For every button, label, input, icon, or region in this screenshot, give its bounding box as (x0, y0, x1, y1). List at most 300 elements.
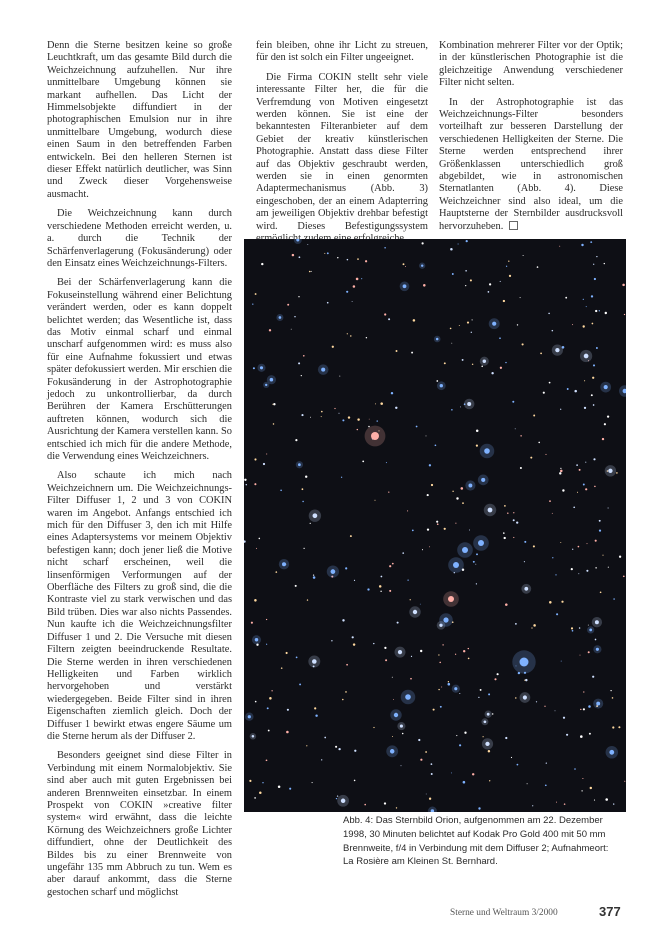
star (609, 750, 614, 755)
star (352, 301, 353, 302)
star (593, 458, 595, 460)
star (427, 528, 429, 530)
star (567, 388, 569, 390)
star (321, 368, 325, 372)
star (352, 636, 354, 638)
belt-star (453, 562, 459, 568)
star (429, 546, 430, 547)
star (537, 266, 539, 268)
star-field (244, 239, 626, 812)
star (559, 472, 561, 474)
star (253, 367, 255, 369)
star (583, 299, 584, 300)
star (438, 689, 439, 690)
star (268, 730, 270, 732)
star (624, 314, 625, 315)
star (375, 403, 376, 404)
star (321, 411, 323, 413)
star (591, 394, 593, 396)
star (574, 390, 577, 393)
paragraph: Die Firma COKIN stellt sehr viele interessante Filter her, die für die Verfremdung von Motiven eingesetzt werden können. Sie ist eine der bekanntesten Filteranbieter auf dem Gebiet der kreativ künstlerischen Photographie. Anstatt dass diese Filter auf das Objektiv geschraubt werden, werden sie in einen genormten Adaptermechanismus (Abb. 3) eingeschoben, der an einem Adapterring am jeweiligen Objektiv drehbar befestigt wird. Dieses Befestigungssystem (256, 71, 428, 232)
star (590, 787, 592, 789)
star (468, 484, 472, 488)
star (594, 278, 596, 280)
star (357, 258, 359, 260)
star (350, 535, 352, 537)
star (265, 384, 267, 386)
star (334, 408, 335, 409)
star (244, 479, 246, 481)
star (462, 359, 464, 361)
star (571, 568, 573, 570)
star (499, 337, 501, 339)
star (552, 557, 553, 558)
star (311, 271, 312, 272)
star (613, 803, 614, 804)
star (280, 490, 282, 492)
star (459, 325, 460, 326)
star (533, 415, 535, 417)
star (310, 417, 311, 418)
star (252, 303, 253, 304)
star (596, 702, 600, 706)
star (524, 680, 525, 681)
star (287, 304, 289, 306)
star (396, 350, 398, 352)
star (305, 476, 307, 478)
star (560, 470, 563, 473)
star (497, 673, 499, 675)
star (422, 242, 424, 244)
star (476, 583, 477, 584)
saiph-star (405, 694, 411, 700)
star (604, 263, 605, 264)
star (306, 745, 307, 746)
star (362, 460, 364, 462)
star (307, 244, 308, 245)
star (589, 629, 592, 632)
star (405, 266, 406, 267)
star (396, 807, 397, 808)
star (401, 765, 402, 766)
paragraph: Die Weichzeichnung kann durch verschiedene Methoden erreicht werden, u. a. durch die Technik der Schärfenverlagerung (Fokusänderung) oder den Einsatz eines Weichzeichnungs-Filters. (47, 208, 232, 269)
star (504, 537, 506, 539)
star (481, 366, 483, 368)
star (421, 264, 423, 266)
star (613, 598, 615, 600)
star (610, 690, 611, 691)
star (389, 565, 391, 567)
star (559, 246, 560, 247)
star (298, 296, 299, 297)
star (313, 576, 316, 579)
star (481, 478, 485, 482)
star (470, 279, 472, 281)
star (585, 488, 587, 490)
star (565, 297, 567, 299)
star (299, 683, 301, 685)
star (586, 570, 588, 572)
star (380, 591, 381, 592)
star (471, 332, 472, 333)
star (580, 735, 583, 738)
star (357, 429, 358, 430)
star (246, 484, 247, 485)
star (581, 244, 583, 246)
star (594, 486, 596, 488)
star (454, 687, 457, 690)
star (353, 643, 355, 645)
star (255, 638, 258, 641)
star (488, 750, 490, 752)
star (472, 773, 474, 775)
star (448, 683, 451, 686)
star (546, 762, 547, 763)
star (522, 343, 524, 345)
star (254, 458, 256, 460)
star (302, 501, 303, 502)
star (423, 284, 426, 287)
star (431, 773, 433, 775)
star (596, 347, 598, 349)
star (286, 652, 288, 654)
figure-caption: Abb. 4: Das Sternbild Orion, aufgenommen am 22. Dezember 1998, 30 Minuten belichtet auf Kodak Pro Gold 400 mit 50 mm Brennweite, f/4 in Verbindung mit dem Diffuser 2; Aufnahmeort: La Rosière am Kleinen St. Bernhard. (343, 815, 609, 868)
star (451, 343, 452, 344)
star (608, 567, 609, 568)
star (271, 690, 272, 691)
star (384, 247, 386, 249)
star (588, 705, 591, 708)
star (291, 329, 292, 330)
star (388, 318, 390, 320)
star (450, 248, 453, 251)
star (593, 404, 595, 406)
star (455, 523, 456, 524)
star (287, 709, 289, 711)
star (585, 462, 586, 463)
star (595, 620, 599, 624)
text-column-right (439, 40, 623, 240)
star (436, 380, 438, 382)
star (545, 454, 546, 455)
star (342, 619, 344, 621)
star (273, 423, 274, 424)
star (524, 541, 526, 543)
star (478, 697, 479, 698)
star (332, 346, 334, 348)
star (262, 782, 263, 783)
star (348, 416, 350, 418)
star (605, 798, 608, 801)
star (439, 662, 441, 664)
star (456, 497, 458, 499)
star (413, 319, 416, 322)
star (560, 409, 561, 410)
star (592, 676, 594, 678)
star (312, 782, 313, 783)
star (289, 788, 291, 790)
star (582, 778, 583, 779)
star (400, 725, 403, 728)
star (572, 549, 573, 550)
star (524, 561, 525, 562)
star (309, 271, 311, 273)
star (500, 367, 502, 369)
star (591, 295, 593, 297)
star (523, 695, 527, 699)
bright-star (484, 448, 490, 454)
star (459, 693, 460, 694)
star (476, 445, 478, 447)
star (384, 802, 386, 804)
star (599, 310, 600, 311)
star (463, 650, 465, 652)
star (491, 372, 493, 374)
star (544, 706, 545, 707)
star (608, 469, 612, 473)
star (270, 378, 274, 382)
star (397, 622, 399, 624)
star (249, 780, 251, 782)
star (483, 359, 486, 362)
star (254, 599, 257, 602)
star (384, 647, 386, 649)
star (459, 744, 461, 746)
star (576, 464, 578, 466)
star (483, 736, 484, 737)
star (508, 261, 509, 262)
star (460, 406, 461, 407)
star (578, 573, 579, 574)
star (420, 759, 422, 761)
star (593, 364, 595, 366)
star (314, 707, 316, 709)
star (403, 284, 407, 288)
star (312, 659, 317, 664)
star (410, 599, 411, 600)
star (468, 648, 469, 649)
star (511, 757, 512, 758)
star (578, 546, 580, 548)
star (435, 444, 437, 446)
star (341, 799, 346, 804)
star (515, 428, 516, 429)
star (436, 338, 439, 341)
star (403, 263, 405, 265)
star (436, 521, 438, 523)
star (367, 588, 369, 590)
star (357, 418, 359, 420)
star (485, 742, 489, 746)
star (422, 549, 423, 550)
star (538, 442, 540, 444)
star (595, 540, 597, 542)
star (426, 794, 427, 795)
star (390, 749, 395, 754)
star (331, 569, 336, 574)
star (572, 324, 573, 325)
page-number: 377 (599, 904, 621, 919)
paragraph: Bei der Schärfenverlagerung kann die Fokuseinstellung während einer Belichtung verändert werden, oder es kann doppelt belichtet werden; das Wesentliche ist, dass das Motiv einmal scharf und einmal unscharf aufgenommen wird: es muss also für eine Aufnahme fokussiert und etwas später defokussiert werden. Mir erschien die Fokusänderung in der Astrophotographie jedoch zu unkontrollierbar, da durch Berühren der Kamera Erschütterungen auftreten können, wodurch sich die Ausrichtung der Kamera verstellen kann. So entschied ich mich für die andere Methode, die Verwendung eines Weichzeichners. (47, 277, 232, 462)
star (515, 623, 517, 625)
star (429, 798, 431, 800)
star (267, 707, 269, 709)
star (254, 483, 256, 485)
star (467, 322, 469, 324)
star (612, 726, 614, 728)
star (294, 316, 295, 317)
star (346, 664, 348, 666)
star (566, 734, 568, 736)
star (361, 278, 362, 279)
paragraph: Also schaute ich mich nach Weichzeichnern um. Die Weichzeichnungs-Filter Diffuser 1, 2 und 3 von COKIN waren im Angebot. Anfangs entschied ich mich für den Diffuser 3, den ich mit Hilfe eines Adaptersystems vor meinem Objektiv befestigen kann; doch jener ließ die Motive nicht scharf erscheinen, weil die linsenförmigen Verformungen auf der Oberfläche des Filters zu groß sind, die die Kontraste viel zu stark verwischen und das Bild trüben. Dies war also nichts Passendes. Nun kaufte ich die Weichzeichnungsfilter Diffuser 1 und 2. Die Versuche mit diesen Filtern zeigten beeindruckende Resultate. Die Sterne werden in ihren verschiedenen Helligkeiten und Farben wirklich hervorgehoben und verstärkt wiedergegeben. Beide Filter sind in ihren Eigenschaften ziemlich gleich. Doch der Diffuser 1 bewirkt etwas engere Säume um die Sterne herum als der Diffuser 2. (47, 470, 232, 742)
star (261, 263, 263, 265)
star (282, 562, 286, 566)
star (347, 333, 348, 334)
star (560, 468, 561, 469)
star (489, 780, 490, 781)
star (599, 520, 601, 522)
star (512, 401, 514, 403)
star (255, 293, 257, 295)
star (523, 255, 524, 256)
star (347, 259, 349, 261)
star (592, 323, 594, 325)
star (505, 737, 507, 739)
star (589, 733, 591, 735)
star (429, 464, 431, 466)
star (451, 772, 452, 773)
star (605, 312, 607, 314)
star (532, 805, 533, 806)
star (604, 385, 608, 389)
star (379, 585, 382, 588)
star (310, 523, 311, 524)
star (278, 786, 281, 789)
star (577, 492, 578, 493)
star (520, 435, 521, 436)
star (448, 681, 449, 682)
star (465, 270, 467, 272)
star (533, 624, 536, 627)
star (492, 713, 493, 714)
star (410, 678, 412, 680)
star (583, 484, 585, 486)
star (411, 656, 412, 657)
star (516, 521, 518, 523)
star (255, 701, 257, 703)
star (377, 420, 378, 421)
star (302, 488, 304, 490)
star (540, 353, 542, 355)
star (462, 502, 464, 504)
star (364, 804, 366, 806)
star (356, 278, 359, 281)
star (513, 519, 515, 521)
star (263, 463, 265, 465)
star (338, 748, 340, 750)
star (339, 413, 340, 414)
star (494, 678, 496, 680)
star (393, 699, 394, 700)
star (584, 380, 585, 381)
star (586, 306, 587, 307)
orion-nebula (448, 596, 454, 602)
betelgeuse-star (371, 432, 379, 440)
star (266, 619, 267, 620)
star (437, 523, 439, 525)
star (275, 571, 277, 573)
star (303, 548, 304, 549)
star (594, 800, 595, 801)
star (313, 574, 314, 575)
star (552, 330, 554, 332)
star (520, 297, 521, 298)
end-of-article-mark (509, 221, 518, 230)
paragraph (439, 97, 623, 233)
star (580, 655, 581, 656)
star (269, 697, 272, 700)
star (505, 603, 508, 606)
star (337, 795, 338, 796)
star (440, 384, 443, 387)
star (368, 426, 370, 428)
star (488, 693, 490, 695)
star (407, 510, 408, 511)
star (587, 543, 588, 544)
star (549, 601, 552, 604)
star (256, 548, 257, 549)
star (438, 654, 439, 655)
star (599, 530, 601, 532)
paragraph: Denn die Sterne besitzen keine so große Leuchtkraft, um das gesamte Bild durch die Weichzeichnung aufzuhellen. Nur ihre unmittelbare Umgebung können sie markant aufhellen. Das Licht der Himmelsobjekte diffundiert in der photographischen Emulsion nur in ihre unmittelbare Umgebung, wodurch diese einen Saum in den betreffenden Farben entwickeln. Bei den helleren Sternen ist dieser Effekt natürlich deutlicher, was Sinn und Zweck dieser Vorgehensweise ausmacht. (47, 40, 232, 200)
star (472, 364, 473, 365)
star (341, 477, 342, 478)
star (484, 720, 487, 723)
star (503, 300, 505, 302)
star (595, 310, 597, 312)
star (327, 302, 329, 304)
paragraph: Kombination mehrerer Filter vor der Optik; in der künstlerischen Photographie ist die gleichzeitige Anwendung verschiedener Filter nicht selten. (439, 40, 623, 89)
star (266, 759, 268, 761)
star (395, 407, 397, 409)
star (260, 366, 263, 369)
star (500, 281, 501, 282)
star (420, 604, 421, 605)
star (580, 709, 581, 710)
star (402, 552, 404, 554)
star (584, 407, 586, 409)
star (273, 403, 275, 405)
star (444, 362, 446, 364)
star (259, 791, 262, 794)
star (248, 715, 251, 718)
star (595, 639, 597, 641)
star (321, 759, 322, 760)
star (251, 622, 253, 624)
star (365, 260, 367, 262)
paragraph: fein bleiben, ohne ihr Licht zu streuen, für den ist solch ein Filter ungeeignet. (256, 40, 428, 64)
star (441, 687, 442, 688)
star (281, 667, 283, 669)
star (354, 780, 356, 782)
belt-star (478, 540, 484, 546)
star (513, 512, 514, 513)
star (345, 567, 347, 569)
star (307, 599, 308, 600)
journal-name: Sterne und Weltraum 3/2000 (450, 908, 558, 918)
star (252, 735, 255, 738)
